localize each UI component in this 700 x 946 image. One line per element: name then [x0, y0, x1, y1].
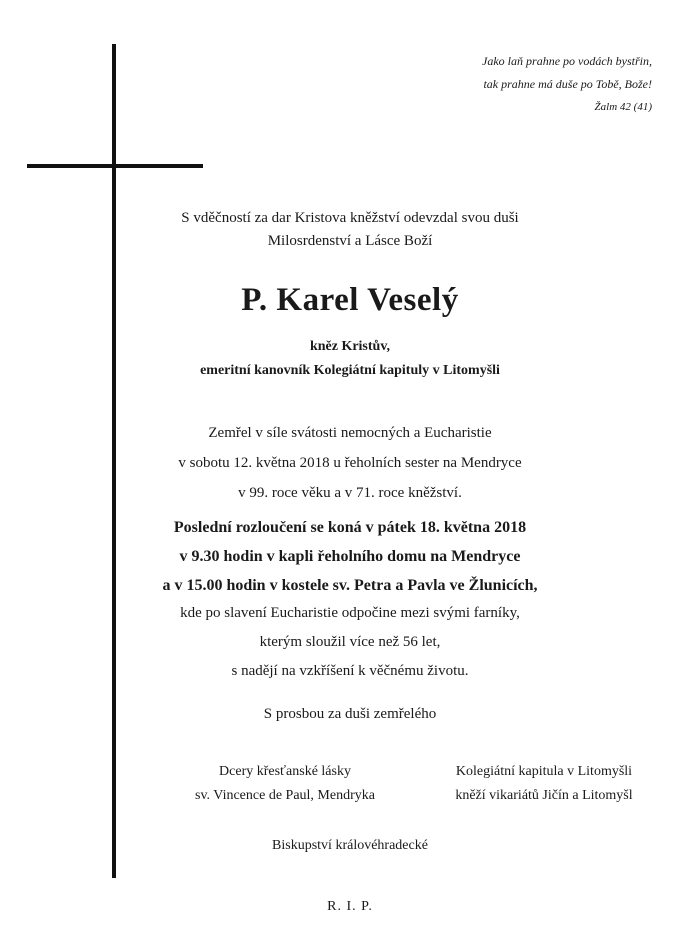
burial-line-2: kterým sloužil více než 56 let, [259, 634, 441, 650]
intro-text [0, 207, 700, 253]
death-line-2: v sobotu 12. května 2018 u řeholních sester na Mendryce [178, 455, 522, 471]
signatory-left [140, 760, 430, 808]
funeral-info [0, 513, 700, 600]
burial-line-1: kde po slavení Eucharistie odpočine mezi svými farníky, [180, 605, 520, 621]
intro-line-1: S vděčností za dar Kristova kněžství odevzdal svou duši [181, 210, 519, 226]
signatory-right-line-1: Kolegiátní kapitula v Litomyšli [455, 764, 633, 779]
signatory-right [394, 760, 694, 808]
cross-horizontal-bar [27, 164, 203, 168]
prayer-request: S prosbou za duši zemřelého [263, 706, 437, 722]
burial-line-3: s nadějí na vzkříšení k věčnému životu. [231, 663, 469, 679]
title-line-2: emeritní kanovník Kolegiátní kapituly v Litomyšli [200, 363, 500, 378]
signatory-left-line-2: sv. Vincence de Paul, Mendryka [195, 788, 375, 803]
psalm-quote [482, 50, 652, 119]
deceased-titles [0, 335, 700, 383]
death-notice [0, 418, 700, 508]
death-line-1: Zemřel v síle svátosti nemocných a Eucharistie [208, 425, 492, 441]
funeral-line-2: v 9.30 hodin v kapli řeholního domu na Mendryce [179, 548, 521, 565]
psalm-line-1: Jako laň prahne po vodách bystřin, [482, 54, 652, 68]
intro-line-2: Milosrdenství a Lásce Boží [267, 233, 433, 249]
signatory-left-line-1: Dcery křesťanské lásky [219, 764, 351, 779]
diocese-signatory: Biskupství královéhradecké [272, 838, 428, 853]
funeral-line-3: a v 15.00 hodin v kostele sv. Petra a Pavla ve Žlunicích, [162, 577, 538, 594]
signatory-right-line-2: kněží vikariátů Jičín a Litomyšl [455, 788, 633, 803]
deceased-name: P. Karel Veselý [241, 282, 459, 318]
title-line-1: kněz Kristův, [309, 339, 391, 354]
burial-info [0, 599, 700, 686]
psalm-source: Žalm 42 (41) [594, 101, 652, 113]
psalm-line-2: tak prahne má duše po Tobě, Bože! [483, 77, 652, 91]
funeral-line-1: Poslední rozloučení se koná v pátek 18. května 2018 [173, 519, 527, 536]
rip-text: R. I. P. [327, 899, 373, 914]
death-line-3: v 99. roce věku a v 71. roce kněžství. [238, 485, 462, 501]
